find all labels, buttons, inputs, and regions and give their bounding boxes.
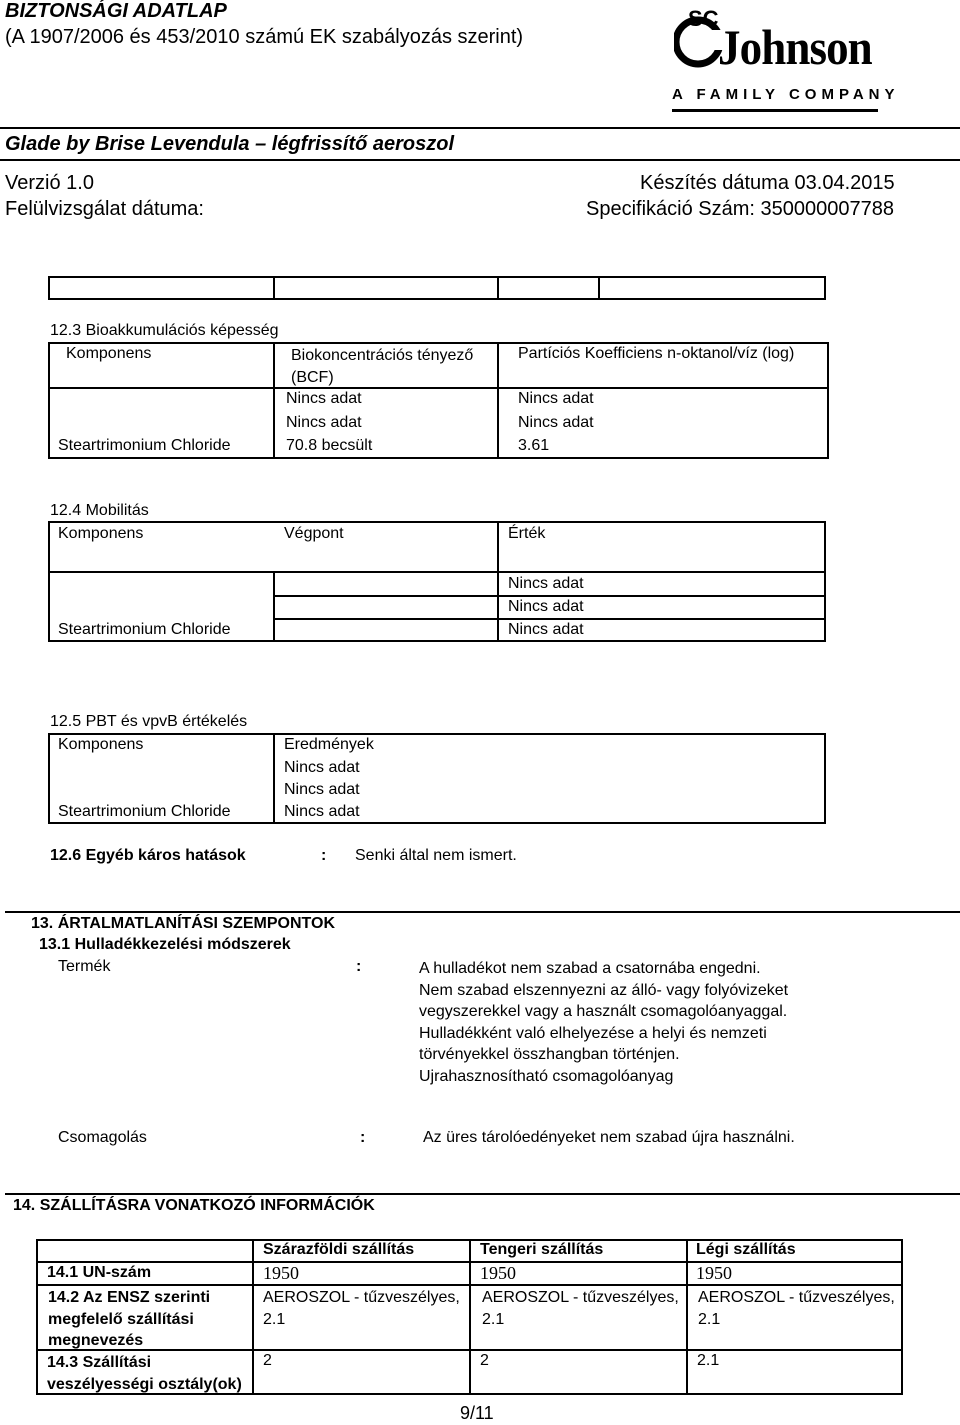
shipping-name-line: AEROSZOL - tűzveszélyes, (263, 1289, 460, 1306)
table-header: Biokoncentrációs tényező (BCF) (291, 347, 474, 386)
disposal-line: A hulladékot nem szabad a csatornába engedni. (419, 960, 761, 977)
shipping-name-line: AEROSZOL - tűzveszélyes, (482, 1289, 679, 1306)
section-12-4-title: 12.4 Mobilitás (50, 502, 149, 519)
table-divider (48, 571, 826, 573)
disposal-line: Ujrahasznosítható csomagolóanyag (419, 1067, 674, 1085)
section-13-title: 13. ÁRTALMATLANÍTÁSI SZEMPONTOK (31, 915, 335, 932)
shipping-name (698, 1287, 895, 1330)
table-cell: Nincs adat (518, 414, 594, 431)
shipping-name (482, 1287, 679, 1330)
hazard-class: 2 (263, 1352, 272, 1369)
colon: : (321, 847, 327, 864)
table-cell: Nincs adat (518, 390, 594, 407)
table-cell: Steartrimonium Chloride (58, 803, 231, 820)
disposal-line: törvényekkel összhangban történjen. (419, 1046, 680, 1063)
version: Verzió 1.0 (5, 172, 94, 194)
table-cell: Nincs adat (508, 621, 584, 638)
un-number: 1950 (480, 1263, 516, 1283)
table-cell: Nincs adat (286, 390, 362, 407)
table-header: Partíciós Koefficiens n-oktanol/víz (log) (518, 345, 795, 362)
section-12-6-label: 12.6 Egyéb káros hatások (50, 847, 246, 864)
table-cell: Nincs adat (286, 414, 362, 431)
table-cell: Nincs adat (508, 598, 584, 615)
table-header: Komponens (66, 345, 152, 362)
shipping-name-line: 2.1 (698, 1310, 721, 1328)
table-divider (598, 276, 600, 300)
table-header: Tengeri szállítás (480, 1241, 604, 1258)
table-divider (497, 276, 499, 300)
table-header: Érték (508, 525, 546, 542)
disposal-line: vegyszerekkel vagy a használt csomagolóanyaggal. (419, 1003, 788, 1020)
table-cell: 70.8 becsült (286, 437, 373, 454)
document-subtitle: (A 1907/2006 és 453/2010 számú EK szabályozás szerint) (5, 26, 524, 48)
hazard-class: 2.1 (697, 1352, 720, 1369)
logo-underline (672, 109, 878, 112)
table-cell: Steartrimonium Chloride (58, 621, 231, 638)
row-label-line: 14.3 Szállítási (47, 1354, 152, 1371)
packaging-value: Az üres tárolóedényeket nem szabad újra használni. (423, 1129, 795, 1146)
table-header: Szárazföldi szállítás (263, 1241, 415, 1258)
row-label-line: veszélyességi osztály(ok) (47, 1375, 242, 1393)
table-divider (273, 595, 826, 597)
shipping-name-line: 2.1 (263, 1310, 286, 1328)
shipping-name (263, 1287, 460, 1330)
table-cell: 3.61 (518, 437, 550, 454)
row-label-line: 14.2 Az ENSZ szerinti (48, 1289, 211, 1306)
packaging-label: Csomagolás (58, 1129, 147, 1146)
table-header: Komponens (58, 525, 144, 542)
table-divider (273, 276, 275, 300)
table-header: Eredmények (284, 736, 374, 753)
row-label: 14.1 UN-szám (47, 1264, 152, 1281)
page-number: 9/11 (460, 1403, 494, 1423)
section-14-title: 14. SZÁLLÍTÁSRA VONATKOZÓ INFORMÁCIÓK (13, 1197, 375, 1214)
table-cell: Steartrimonium Chloride (58, 437, 231, 454)
colon: : (360, 1129, 366, 1146)
row-label (47, 1352, 242, 1395)
table-divider (273, 733, 275, 824)
logo-wordmark: Johnson (718, 19, 872, 75)
row-label-line: megnevezés (48, 1332, 144, 1349)
row-label (48, 1287, 210, 1352)
product-disposal-text (419, 958, 788, 1087)
table-divider (273, 571, 275, 642)
table-header: Komponens (58, 736, 144, 753)
section-12-3-title: 12.3 Bioakkumulációs képesség (50, 322, 279, 339)
table-cell: Nincs adat (284, 781, 360, 798)
table-cell: Nincs adat (284, 759, 360, 776)
disposal-line: Hulladékként való elhelyezése a helyi és nemzeti (419, 1024, 767, 1042)
table-divider (273, 618, 826, 620)
shipping-name-line: AEROSZOL - tűzveszélyes, (698, 1289, 895, 1306)
table-header: Légi szállítás (696, 1241, 796, 1258)
document-title: BIZTONSÁGI ADATLAP (5, 0, 227, 22)
table-divider (36, 1261, 903, 1263)
shipping-name-line: 2.1 (482, 1310, 505, 1328)
product-divider (0, 159, 960, 161)
hazard-class: 2 (480, 1352, 489, 1369)
section-12-6-value: Senki által nem ismert. (355, 847, 517, 864)
section-13-divider (5, 911, 960, 913)
section-14-divider (5, 1193, 960, 1195)
colon: : (356, 958, 362, 975)
table-cell: Nincs adat (508, 575, 584, 592)
table-divider (273, 342, 275, 459)
creation-date: Készítés dátuma 03.04.2015 (640, 172, 895, 194)
revision-date-label: Felülvizsgálat dátuma: (5, 198, 204, 220)
table-divider (497, 521, 499, 642)
section-12-5-title: 12.5 PBT és vpvB értékelés (50, 713, 248, 730)
product-name: Glade by Brise Levendula – légfrissítő aeroszol (5, 133, 455, 155)
previous-table-row (48, 276, 826, 300)
row-label-line: megfelelő szállítási (48, 1310, 194, 1328)
table-divider (497, 342, 499, 459)
disposal-line: Nem szabad elszennyezni az álló- vagy folyóvizeket (419, 981, 789, 999)
specification-number: Specifikáció Szám: 350000007788 (586, 198, 894, 220)
svg-text:SC: SC (688, 6, 719, 31)
un-number: 1950 (696, 1263, 732, 1283)
logo-tagline: A FAMILY COMPANY (672, 86, 900, 103)
un-number: 1950 (263, 1263, 299, 1283)
table-header: Végpont (284, 525, 344, 542)
header-divider (0, 127, 960, 129)
table-cell: Nincs adat (284, 803, 360, 820)
table-divider (36, 1284, 903, 1286)
section-13-1-title: 13.1 Hulladékkezelési módszerek (39, 936, 291, 953)
product-label: Termék (58, 958, 111, 975)
